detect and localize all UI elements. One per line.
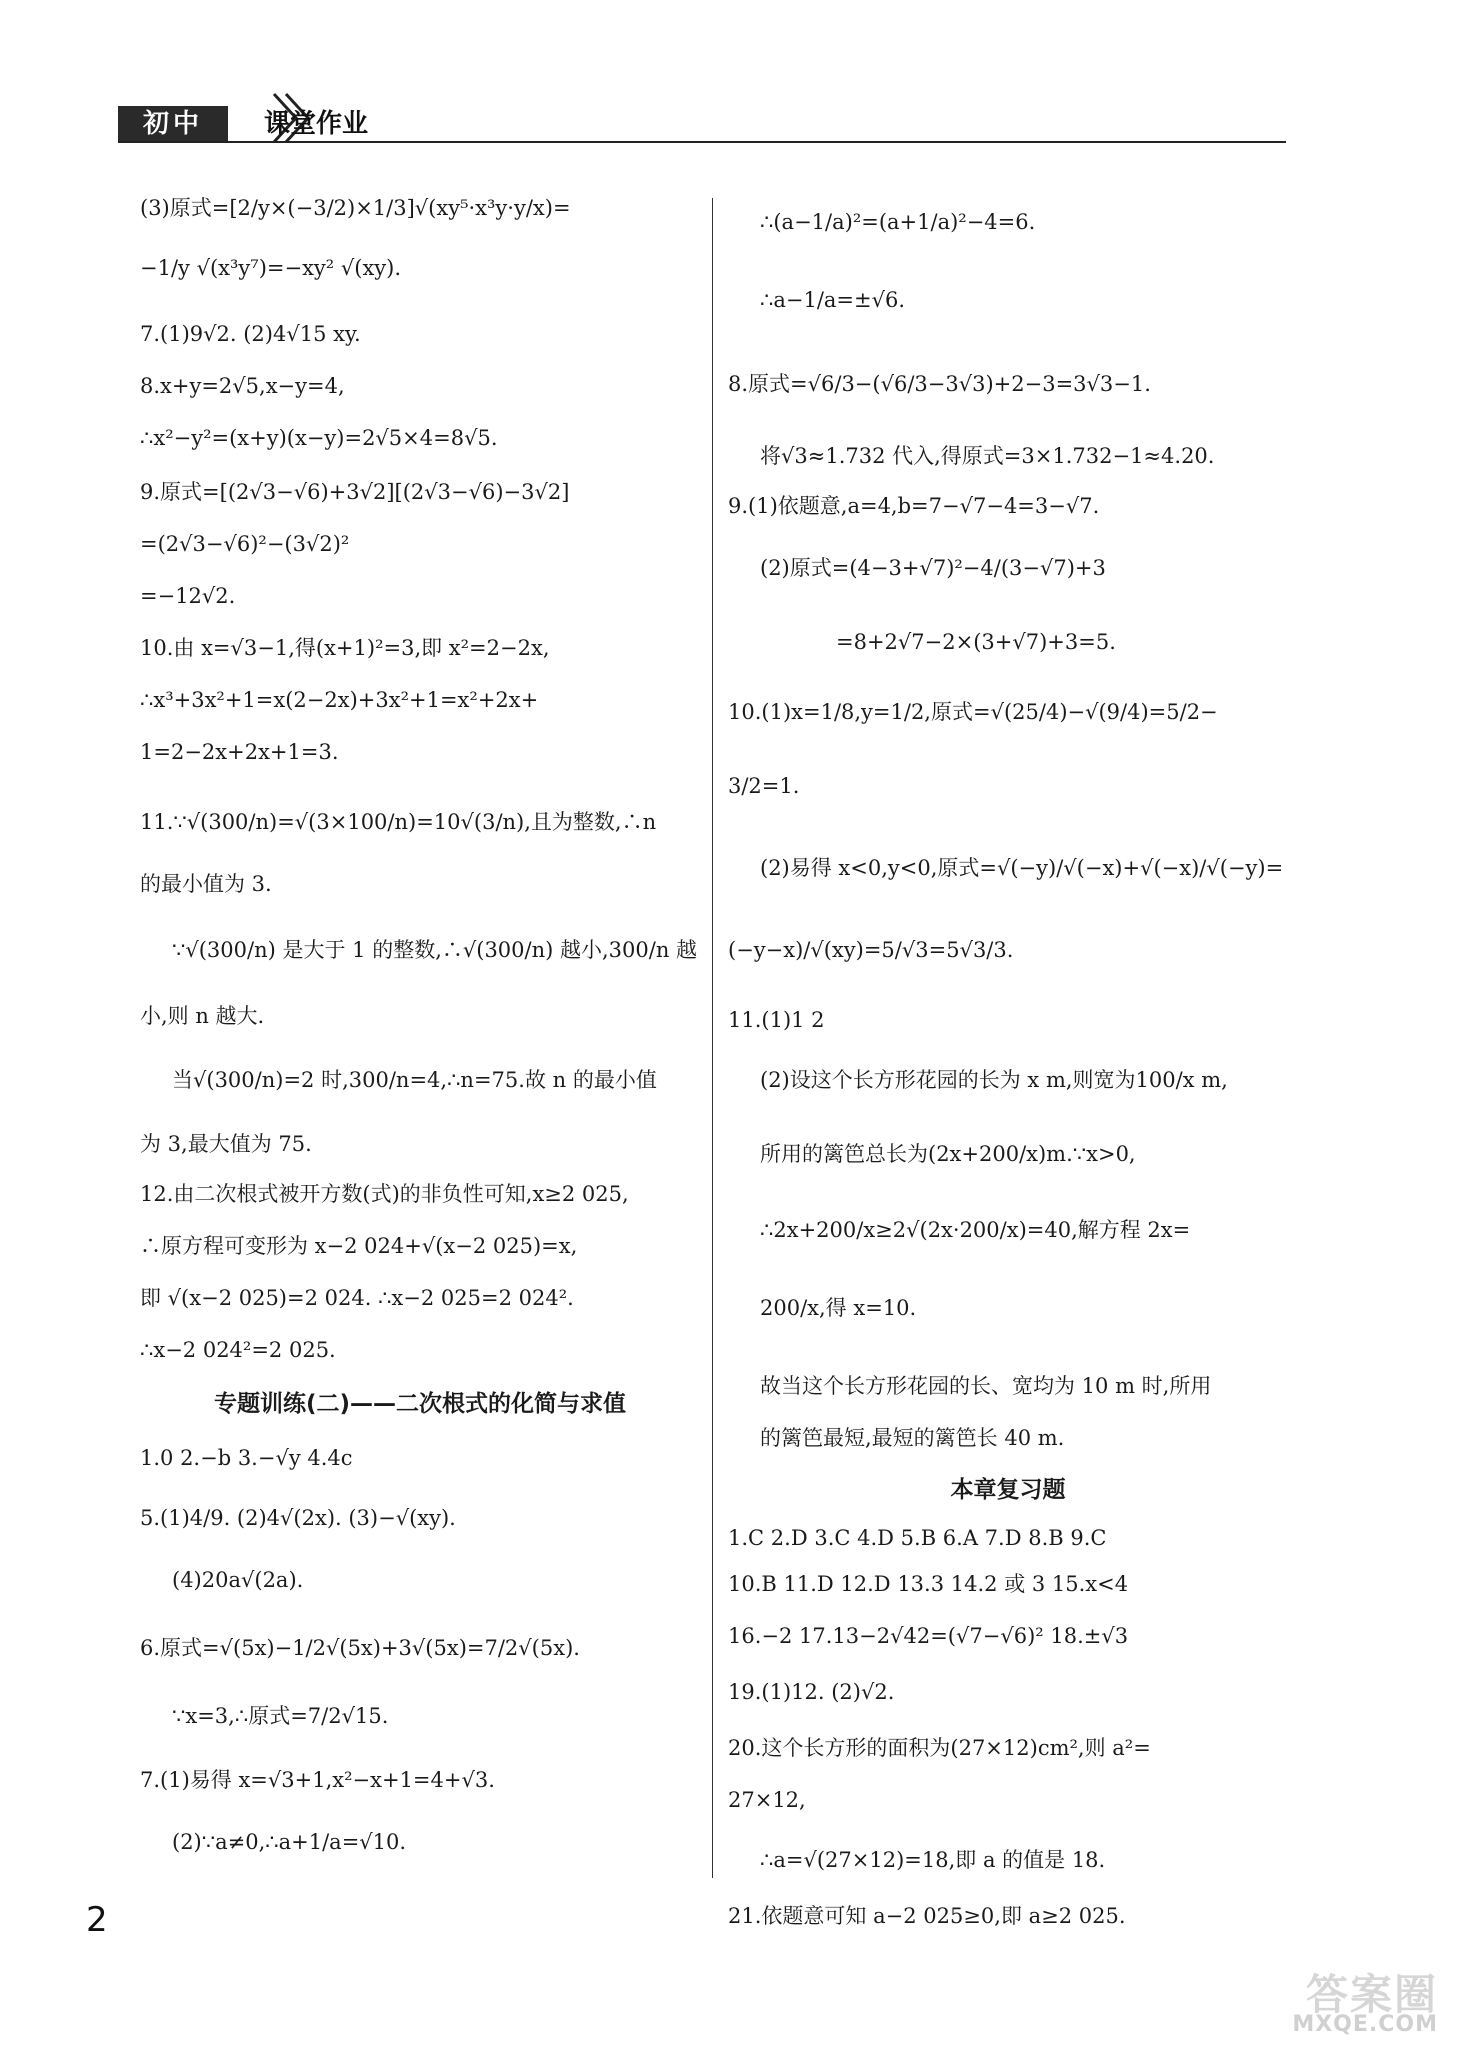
watermark-url: MXQE.COM [1292, 2012, 1438, 2037]
answer-line: −1/y √(x³y⁷)=−xy² √(xy). [140, 256, 402, 280]
answer-line: =−12√2. [140, 584, 236, 608]
answer-line: 21.依题意可知 a−2 025≥0,即 a≥2 025. [728, 1904, 1126, 1928]
level-tag: 初中 [118, 106, 228, 142]
answer-line: 3/2=1. [728, 774, 800, 798]
answer-line: 当√(300/n)=2 时,300/n=4,∴n=75.故 n 的最小值 [172, 1068, 657, 1092]
answer-line: 即 √(x−2 025)=2 024. ∴x−2 025=2 024². [140, 1286, 574, 1310]
answer-line: 9.(1)依题意,a=4,b=7−√7−4=3−√7. [728, 494, 1100, 518]
answer-line: ∴x−2 024²=2 025. [140, 1338, 336, 1362]
answer-line: 的篱笆最短,最短的篱笆长 40 m. [760, 1426, 1065, 1450]
answer-line: ∴a=√(27×12)=18,即 a 的值是 18. [760, 1848, 1106, 1872]
answer-line: 的最小值为 3. [140, 872, 272, 896]
answer-line: 200/x,得 x=10. [760, 1296, 917, 1320]
watermark-logo: 答案圈 [1305, 1970, 1438, 2019]
answer-line: 将√3≈1.732 代入,得原式=3×1.732−1≈4.20. [760, 444, 1215, 468]
answer-line: ∴原方程可变形为 x−2 024+√(x−2 025)=x, [140, 1234, 578, 1258]
answer-line: (3)原式=[2/y×(−3/2)×1/3]√(xy⁵·x³y·y/x)= [140, 196, 571, 220]
answer-line: (2)∵a≠0,∴a+1/a=√10. [172, 1830, 407, 1854]
answer-line: 8.x+y=2√5,x−y=4, [140, 374, 345, 398]
series-title: 课堂作业 [264, 109, 369, 139]
answer-line: 27×12, [728, 1788, 806, 1812]
answer-line: ∴a−1/a=±√6. [760, 288, 906, 312]
answer-line: 10.B 11.D 12.D 13.3 14.2 或 3 15.x<4 [728, 1572, 1129, 1596]
answer-line: 10.(1)x=1/8,y=1/2,原式=√(25/4)−√(9/4)=5/2− [728, 700, 1218, 724]
answer-line: 1.C 2.D 3.C 4.D 5.B 6.A 7.D 8.B 9.C [728, 1526, 1107, 1550]
answer-line: ∴2x+200/x≥2√(2x·200/x)=40,解方程 2x= [760, 1218, 1191, 1242]
answer-line: (2)易得 x<0,y<0,原式=√(−y)/√(−x)+√(−x)/√(−y)= [760, 856, 1284, 880]
answer-line: =8+2√7−2×(3+√7)+3=5. [836, 630, 1116, 654]
answer-line: 20.这个长方形的面积为(27×12)cm²,则 a²= [728, 1736, 1151, 1760]
answer-line: 11.∵√(300/n)=√(3×100/n)=10√(3/n),且为整数,∴n [140, 810, 657, 834]
answer-line: (2)原式=(4−3+√7)²−4/(3−√7)+3 [760, 556, 1106, 580]
answer-line: ∴(a−1/a)²=(a+1/a)²−4=6. [760, 210, 1036, 234]
section-title: 专题训练(二)——二次根式的化简与求值 [213, 1391, 627, 1417]
answer-line: =(2√3−√6)²−(3√2)² [140, 532, 350, 556]
header-rule [118, 141, 1286, 143]
page-header [118, 90, 1286, 144]
answer-line: 8.原式=√6/3−(√6/3−3√3)+2−3=3√3−1. [728, 372, 1151, 396]
answer-line: 12.由二次根式被开方数(式)的非负性可知,x≥2 025, [140, 1182, 629, 1206]
answer-line: 为 3,最大值为 75. [140, 1132, 312, 1156]
answer-line: 6.原式=√(5x)−1/2√(5x)+3√(5x)=7/2√(5x). [140, 1636, 580, 1660]
page-number: 2 [86, 1900, 108, 1940]
answer-line: 11.(1)1 2 [728, 1008, 825, 1032]
column-divider [712, 198, 713, 1878]
watermark [1238, 1962, 1438, 2042]
answer-line: ∵√(300/n) 是大于 1 的整数,∴√(300/n) 越小,300/n 越 [172, 938, 698, 962]
answer-line: 9.原式=[(2√3−√6)+3√2][(2√3−√6)−3√2] [140, 480, 570, 504]
answer-line: 7.(1)易得 x=√3+1,x²−x+1=4+√3. [140, 1768, 495, 1792]
answer-line: 10.由 x=√3−1,得(x+1)²=3,即 x²=2−2x, [140, 636, 550, 660]
answer-line: ∵x=3,∴原式=7/2√15. [172, 1704, 389, 1728]
answer-line: 16.−2 17.13−2√42=(√7−√6)² 18.±√3 [728, 1624, 1129, 1648]
answer-line: 7.(1)9√2. (2)4√15 xy. [140, 322, 361, 346]
answer-line: 1=2−2x+2x+1=3. [140, 740, 339, 764]
answer-line: (2)设这个长方形花园的长为 x m,则宽为100/x m, [760, 1068, 1228, 1092]
answer-line: 故当这个长方形花园的长、宽均为 10 m 时,所用 [760, 1374, 1212, 1398]
answer-line: ∴x³+3x²+1=x(2−2x)+3x²+1=x²+2x+ [140, 688, 539, 712]
answer-line: 所用的篱笆总长为(2x+200/x)m.∵x>0, [760, 1142, 1136, 1166]
answer-line: ∴x²−y²=(x+y)(x−y)=2√5×4=8√5. [140, 426, 498, 450]
answer-line: (−y−x)/√(xy)=5/√3=5√3/3. [728, 938, 1014, 962]
answer-line: 1.0 2.−b 3.−√y 4.4c [140, 1446, 353, 1470]
answer-line: 5.(1)4/9. (2)4√(2x). (3)−√(xy). [140, 1506, 456, 1530]
answer-line: 小,则 n 越大. [140, 1004, 265, 1028]
answer-line: (4)20a√(2a). [172, 1568, 304, 1592]
answer-line: 19.(1)12. (2)√2. [728, 1680, 895, 1704]
section-title: 本章复习题 [950, 1477, 1066, 1503]
